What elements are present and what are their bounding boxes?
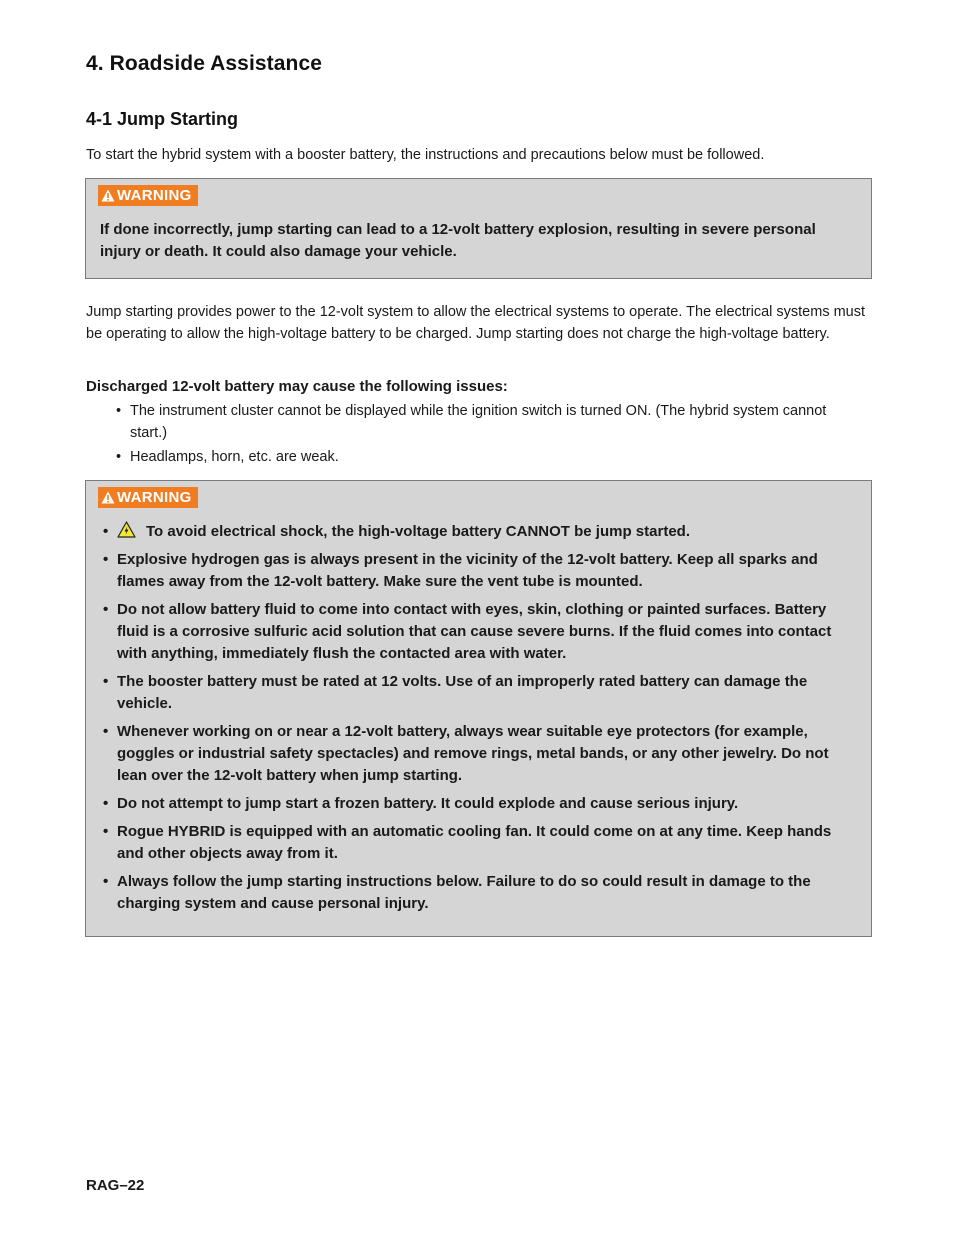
- warning-box-2: [85, 480, 872, 937]
- subsection-title: 4-1 Jump Starting: [86, 109, 239, 129]
- warning-item: • Whenever working on or near a 12-volt battery, always wear suitable eye protectors (for example, goggles or industrial safety spectacles) and remove rings, metal bands, or any other jewelry. Do not lean over the 12-volt battery when jump starting.: [102, 721, 852, 787]
- intro-text: To start the hybrid system with a booster battery, the instructions and precautions below must be followed.: [86, 147, 765, 163]
- warning-triangle-icon: [101, 491, 115, 504]
- warning-list: [102, 521, 852, 921]
- warning-item: [102, 521, 852, 543]
- warning-box-1: [85, 178, 872, 279]
- issue-item: • Headlamps, horn, etc. are weak.: [112, 446, 852, 468]
- warning-badge-label: WARNING: [117, 187, 192, 204]
- warning-item: • Do not allow battery fluid to come into contact with eyes, skin, clothing or painted surfaces. Battery fluid is a corrosive sulfuric acid solution that can cause severe burns. If the fluid comes into contact with anything, immediately flush the contacted area with water.: [102, 599, 852, 665]
- warning-triangle-icon: [101, 189, 115, 202]
- page-number: RAG–22: [86, 1177, 145, 1194]
- warning-item: • Rogue HYBRID is equipped with an automatic cooling fan. It could come on at any time. Keep hands and other objects away from it.: [102, 821, 852, 865]
- warning-item: • Explosive hydrogen gas is always present in the vicinity of the 12-volt battery. Keep all sparks and flames away from the 12-volt battery. Make sure the vent tube is mounted.: [102, 549, 852, 593]
- warning-text: If done incorrectly, jump starting can lead to a 12-volt battery explosion, resulting in severe personal injury or death. It could also damage your vehicle.: [100, 221, 816, 260]
- issue-item: • The instrument cluster cannot be displayed while the ignition switch is turned ON. (The hybrid system cannot start.): [112, 400, 852, 444]
- issues-heading: Discharged 12-volt battery may cause the following issues:: [86, 378, 508, 395]
- warning-badge: [98, 185, 198, 206]
- section-title: 4. Roadside Assistance: [86, 52, 323, 75]
- jump-start-paragraph: Jump starting provides power to the 12-volt system to allow the electrical systems to operate. The electrical systems must be operating to allow the high-voltage battery to be charged. Jump starting does not charge the high-voltage battery.: [86, 304, 866, 342]
- warning-badge: [98, 487, 198, 508]
- warning-item: • Do not attempt to jump start a frozen battery. It could explode and cause serious injury.: [102, 793, 852, 815]
- issues-list: [112, 400, 852, 470]
- warning-item-text: To avoid electrical shock, the high-voltage battery CANNOT be jump started.: [146, 523, 690, 540]
- warning-badge-label: WARNING: [117, 489, 192, 506]
- high-voltage-icon: [117, 521, 136, 538]
- warning-item: • The booster battery must be rated at 12 volts. Use of an improperly rated battery can damage the vehicle.: [102, 671, 852, 715]
- warning-item: • Always follow the jump starting instructions below. Failure to do so could result in damage to the charging system and cause personal injury.: [102, 871, 852, 915]
